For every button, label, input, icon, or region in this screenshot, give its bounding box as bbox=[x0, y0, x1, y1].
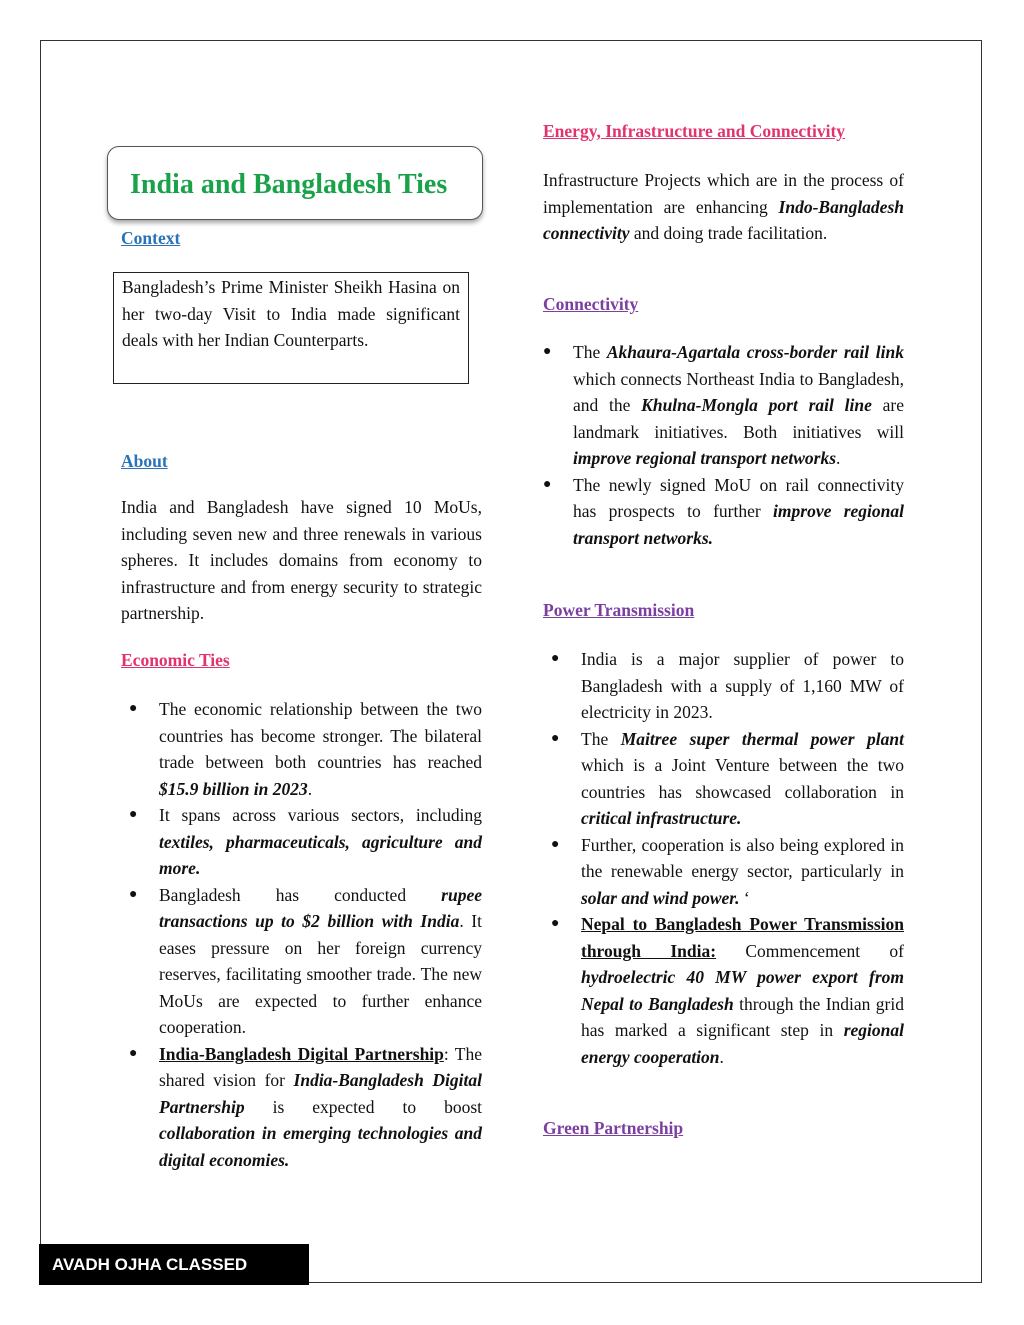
green-partnership-heading: Green Partnership bbox=[543, 1118, 684, 1138]
emphasis-span: Akhaura-Agartala cross-border rail link bbox=[606, 342, 904, 362]
text-span: The bbox=[573, 342, 607, 362]
text-span: : The shared vision for bbox=[159, 1043, 482, 1090]
power-transmission-list bbox=[543, 646, 904, 1070]
text-span: Further, cooperation is also being explored in the renewable energy sector, particularly in bbox=[581, 834, 904, 881]
text-span: Infrastructure Projects which are in the process of implementation are enhancing bbox=[543, 170, 904, 217]
emphasis-span: regional energy cooperation bbox=[581, 1020, 904, 1067]
emphasis-span: solar and wind power. bbox=[581, 887, 740, 908]
text-span: which is a Joint Venture between the two countries has showcased collaboration in bbox=[581, 755, 904, 802]
emphasis-span: collaboration in emerging technologies and digital economies. bbox=[159, 1123, 482, 1170]
text-span: It spans across various sectors, including bbox=[159, 805, 482, 825]
economic-ties-list bbox=[121, 696, 482, 1173]
underlined-span: Nepal to Bangladesh Power Transmission through India: bbox=[581, 914, 904, 961]
about-heading: About bbox=[121, 451, 168, 471]
list-item bbox=[121, 882, 482, 1041]
footer-banner: AVADH OJHA CLASSED bbox=[39, 1244, 309, 1285]
list-item bbox=[535, 472, 904, 552]
emphasis-span: Khulna-Mongla port rail line bbox=[641, 395, 872, 415]
page-frame bbox=[40, 40, 982, 1283]
economic-ties-heading: Economic Ties bbox=[121, 650, 230, 670]
text-span: Commencement of bbox=[716, 940, 904, 961]
context-heading: Context bbox=[121, 228, 181, 248]
page-title: India and Bangladesh Ties bbox=[130, 169, 448, 200]
underlined-span: India-Bangladesh Digital Partnership bbox=[159, 1043, 444, 1064]
list-item bbox=[543, 911, 904, 1070]
list-item bbox=[543, 726, 904, 832]
list-item bbox=[543, 832, 904, 912]
emphasis-span: Maitree super thermal power plant bbox=[620, 728, 904, 749]
title-box bbox=[107, 146, 483, 220]
text-span: India is a major supplier of power to Bangladesh with a supply of 1,160 MW of electricity in 2023. bbox=[581, 649, 904, 722]
text-span: which connects Northeast India to Bangladesh, and the bbox=[573, 368, 904, 415]
power-transmission-heading: Power Transmission bbox=[543, 600, 695, 620]
connectivity-list bbox=[535, 339, 904, 551]
about-text: India and Bangladesh have signed 10 MoUs, including seven new and three renewals in various spheres. It includes domains from economy to infrastructure and from energy security to strategic partnership. bbox=[121, 497, 482, 623]
text-span: and doing trade facilitation. bbox=[629, 223, 828, 243]
text-span: . It eases pressure on her foreign currency reserves, facilitating smoother trade. The new MoUs are expected to further enhance cooperation. bbox=[159, 911, 482, 1037]
emphasis-span: Indo-Bangladesh connectivity bbox=[543, 196, 904, 243]
list-item bbox=[121, 802, 482, 882]
context-box bbox=[113, 272, 469, 384]
emphasis-span: India-Bangladesh Digital Partnership bbox=[159, 1070, 482, 1117]
list-item bbox=[121, 696, 482, 802]
text-span: The bbox=[581, 728, 621, 749]
energy-heading: Energy, Infrastructure and Connectivity bbox=[543, 121, 846, 141]
text-span: . bbox=[719, 1046, 724, 1067]
text-span: The newly signed MoU on rail connectivity has prospects to further bbox=[573, 474, 904, 521]
text-span: ‘ bbox=[739, 887, 750, 908]
list-item bbox=[535, 339, 904, 472]
text-span: . bbox=[307, 778, 313, 799]
emphasis-span: improve regional transport networks. bbox=[573, 501, 904, 548]
list-item bbox=[121, 1041, 482, 1174]
emphasis-span: $15.9 billion in 2023 bbox=[159, 778, 308, 799]
text-span: Bangladesh has conducted bbox=[159, 884, 442, 905]
text-span: is expected to boost bbox=[244, 1096, 482, 1117]
emphasis-span: hydroelectric 40 MW power export from Nepal to Bangladesh bbox=[581, 967, 904, 1014]
text-span: The economic relationship between the two countries has become stronger. The bilateral trade between both countries has reached bbox=[159, 699, 482, 772]
connectivity-heading: Connectivity bbox=[543, 294, 639, 314]
emphasis-span: improve regional transport networks bbox=[573, 448, 837, 468]
context-text: Bangladesh’s Prime Minister Sheikh Hasina on her two-day Visit to India made significant deals with her Indian Counterparts. bbox=[122, 277, 460, 350]
text-span: through the Indian grid has marked a significant step in bbox=[581, 993, 904, 1040]
text-span: . bbox=[836, 448, 841, 468]
energy-text bbox=[543, 167, 904, 247]
text-span: are landmark initiatives. Both initiatives will bbox=[573, 395, 904, 442]
emphasis-span: textiles, pharmaceuticals, agriculture and more. bbox=[159, 831, 482, 878]
list-item bbox=[543, 646, 904, 726]
emphasis-span: critical infrastructure. bbox=[581, 808, 742, 828]
emphasis-span: rupee transactions up to $2 billion with India bbox=[159, 884, 482, 931]
